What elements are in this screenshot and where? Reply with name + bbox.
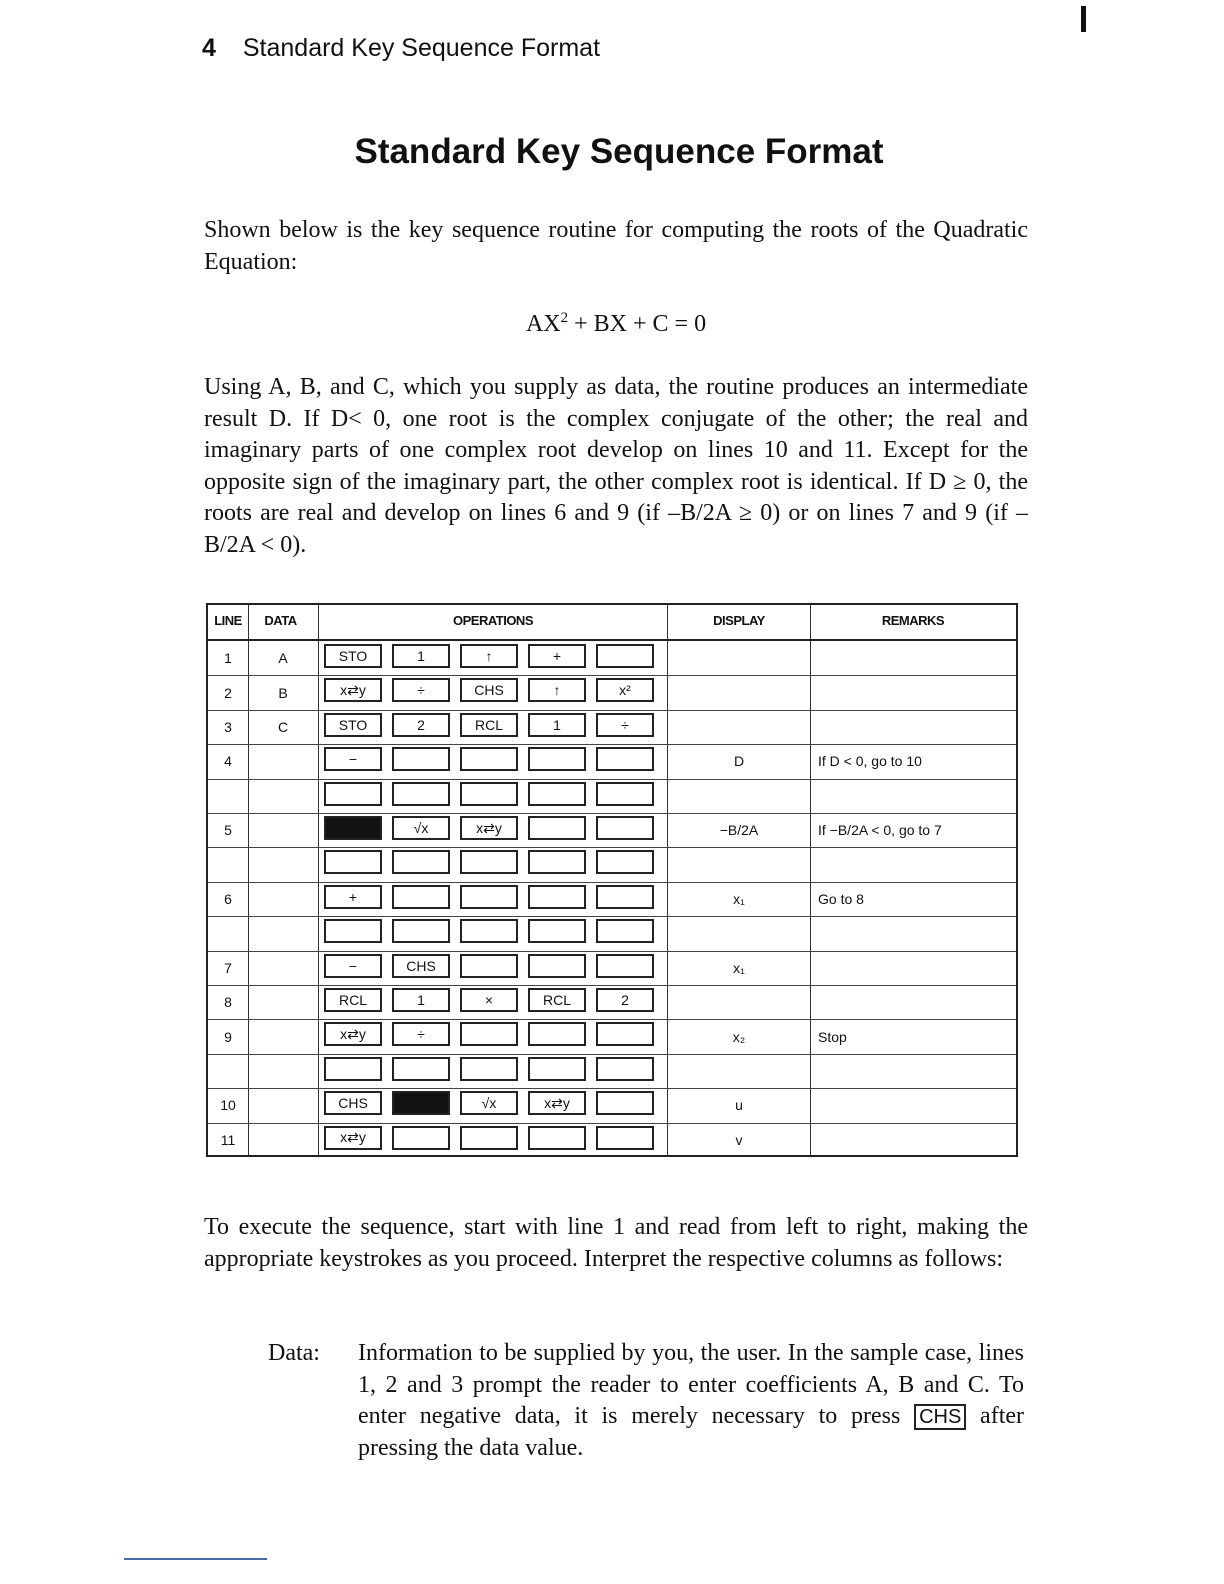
- remarks-cell: [810, 1123, 1016, 1157]
- execution-paragraph: To execute the sequence, start with line 1 and read from left to right, making the appropriate keystrokes as you proceed. Interpret the respective columns as follows:: [204, 1214, 1028, 1272]
- page-number: 4: [202, 34, 216, 62]
- remarks-cell: [810, 985, 1016, 1019]
- display-cell: x₁: [733, 959, 745, 976]
- form-row: [208, 951, 1016, 985]
- definition-text: [358, 1338, 1024, 1464]
- key-box: [392, 747, 450, 771]
- definition-term: Data:: [268, 1340, 320, 1366]
- line-number: 10: [220, 1097, 236, 1114]
- line-number: 7: [224, 959, 232, 976]
- key-box: [596, 1022, 654, 1046]
- display-cell: D: [733, 753, 745, 770]
- key-box: [460, 747, 518, 771]
- remarks-cell: [810, 710, 1016, 744]
- footnote-rule: [124, 1558, 267, 1560]
- form-row: [208, 1088, 1016, 1122]
- key-box: CHS: [324, 1091, 382, 1115]
- quadratic-equation: [0, 310, 1224, 338]
- header-data: DATA: [264, 613, 297, 628]
- key-box: x⇄y: [324, 1022, 382, 1046]
- form-row: [208, 1054, 1016, 1088]
- key-box: [460, 919, 518, 943]
- data-cell: C: [277, 718, 289, 735]
- key-box: [528, 1057, 586, 1081]
- key-box: RCL: [324, 988, 382, 1012]
- key-box: [596, 850, 654, 874]
- key-box: [596, 816, 654, 840]
- key-box: x²: [596, 678, 654, 702]
- data-cell: [248, 1054, 318, 1088]
- form-row: [208, 916, 1016, 950]
- key-box: CHS: [460, 678, 518, 702]
- form-row: [208, 641, 1016, 675]
- key-box: [392, 782, 450, 806]
- remarks-cell: If D < 0, go to 10: [818, 753, 922, 770]
- data-cell: [248, 813, 318, 847]
- key-box: [460, 1022, 518, 1046]
- key-box: [392, 850, 450, 874]
- display-cell: u: [735, 1097, 743, 1114]
- running-title: Standard Key Sequence Format: [242, 34, 601, 62]
- form-row: [208, 847, 1016, 881]
- key-box: x⇄y: [324, 1126, 382, 1150]
- running-head: [202, 34, 600, 63]
- key-box: [528, 1022, 586, 1046]
- key-box: RCL: [460, 713, 518, 737]
- remarks-cell: [810, 779, 1016, 813]
- header-line: LINE: [214, 613, 242, 628]
- remarks-cell: [810, 675, 1016, 709]
- key-box: [324, 816, 382, 840]
- form-row: [208, 882, 1016, 916]
- line-number: [208, 779, 248, 813]
- display-cell: [668, 916, 810, 950]
- key-box: [528, 782, 586, 806]
- header-display: DISPLAY: [713, 613, 765, 628]
- remarks-cell: [810, 1088, 1016, 1122]
- key-box: 1: [392, 644, 450, 668]
- key-box: 2: [392, 713, 450, 737]
- margin-mark: [1081, 6, 1086, 32]
- key-box: x⇄y: [528, 1091, 586, 1115]
- data-cell: [248, 985, 318, 1019]
- definition-text-after: after pressing the data value.: [358, 1403, 1025, 1461]
- data-cell: [248, 1123, 318, 1157]
- equation-base: AX: [525, 311, 561, 337]
- display-cell: −B/2A: [719, 822, 759, 839]
- page-title: Standard Key Sequence Format: [354, 132, 884, 171]
- key-box: [528, 954, 586, 978]
- data-cell: [248, 882, 318, 916]
- key-box: [460, 1126, 518, 1150]
- display-cell: [668, 675, 810, 709]
- key-box: [596, 1057, 654, 1081]
- data-cell: [248, 916, 318, 950]
- key-box: [528, 850, 586, 874]
- remarks-cell: Stop: [818, 1028, 847, 1045]
- line-number: 1: [224, 650, 232, 667]
- key-box: STO: [324, 713, 382, 737]
- key-box: ÷: [392, 678, 450, 702]
- key-box: [596, 954, 654, 978]
- form-row: [208, 813, 1016, 847]
- form-row: [208, 1123, 1016, 1157]
- key-box: [460, 850, 518, 874]
- key-box: [596, 782, 654, 806]
- line-number: 4: [224, 753, 232, 770]
- remarks-cell: [810, 847, 1016, 881]
- form-row: [208, 675, 1016, 709]
- form-row: [208, 779, 1016, 813]
- key-box: [324, 782, 382, 806]
- key-box: [596, 1091, 654, 1115]
- key-box: [528, 747, 586, 771]
- remarks-cell: [810, 641, 1016, 675]
- line-number: 6: [224, 890, 232, 907]
- remarks-cell: [810, 916, 1016, 950]
- remarks-cell: If −B/2A < 0, go to 7: [818, 822, 942, 839]
- key-box: √x: [392, 816, 450, 840]
- form-row: [208, 985, 1016, 1019]
- key-box: [324, 1057, 382, 1081]
- key-box: [392, 1057, 450, 1081]
- remarks-cell: [810, 951, 1016, 985]
- key-box: [596, 1126, 654, 1150]
- data-cell: [248, 847, 318, 881]
- display-cell: [668, 779, 810, 813]
- key-box: ×: [460, 988, 518, 1012]
- data-cell: [248, 1019, 318, 1053]
- display-cell: x₁: [733, 890, 745, 907]
- key-box: ÷: [596, 713, 654, 737]
- key-box: [324, 850, 382, 874]
- key-box: [596, 747, 654, 771]
- line-number: [208, 916, 248, 950]
- key-box: +: [528, 644, 586, 668]
- key-box: ÷: [392, 1022, 450, 1046]
- key-box: [392, 919, 450, 943]
- display-cell: [668, 710, 810, 744]
- line-number: 3: [224, 718, 232, 735]
- chs-key: CHS: [914, 1404, 966, 1430]
- header-operations: OPERATIONS: [453, 613, 533, 628]
- key-box: CHS: [392, 954, 450, 978]
- line-number: 9: [224, 1028, 232, 1045]
- line-number: 2: [224, 684, 232, 701]
- key-box: √x: [460, 1091, 518, 1115]
- intro-paragraph: Shown below is the key sequence routine for computing the roots of the Quadratic Equation:: [204, 217, 1028, 275]
- key-box: [596, 644, 654, 668]
- key-box: 2: [596, 988, 654, 1012]
- data-cell: B: [278, 684, 288, 701]
- display-cell: x₂: [732, 1028, 746, 1045]
- key-box: [528, 816, 586, 840]
- key-box: −: [324, 747, 382, 771]
- form-row: [208, 1019, 1016, 1053]
- line-number: 11: [220, 1131, 236, 1148]
- form-row: [208, 710, 1016, 744]
- key-box: ↑: [460, 644, 518, 668]
- line-number: [208, 847, 248, 881]
- key-box: [324, 919, 382, 943]
- key-box: [392, 1126, 450, 1150]
- data-cell: [248, 1088, 318, 1122]
- data-cell: [248, 779, 318, 813]
- key-box: [528, 919, 586, 943]
- explanation-paragraph: Using A, B, and C, which you supply as data, the routine produces an intermediate result D. If D< 0, one root is the complex conjugate of the other; the real and imaginary parts of one complex root develop on lines 10 and 11. Except for the opposite sign of the imaginary part, the other complex root is identical. If D ≥ 0, the roots are real and develop on lines 6 and 9 (if –B/2A ≥ 0) or on lines 7 and 9 (if –B/2A < 0).: [204, 374, 1028, 558]
- display-cell: v: [735, 1131, 743, 1148]
- display-cell: [668, 1054, 810, 1088]
- key-box: [528, 885, 586, 909]
- key-box: +: [324, 885, 382, 909]
- key-box: [460, 885, 518, 909]
- remarks-cell: Go to 8: [818, 890, 864, 907]
- key-box: 1: [528, 713, 586, 737]
- line-number: 5: [224, 822, 232, 839]
- key-box: [392, 1091, 450, 1115]
- header-remarks: REMARKS: [881, 613, 945, 628]
- key-sequence-form: [206, 603, 1018, 1157]
- key-box: [596, 885, 654, 909]
- data-cell: A: [278, 650, 288, 667]
- display-cell: [668, 847, 810, 881]
- display-cell: [668, 985, 810, 1019]
- key-box: [596, 919, 654, 943]
- key-box: [460, 782, 518, 806]
- form-row: [208, 744, 1016, 778]
- line-number: [208, 1054, 248, 1088]
- key-box: x⇄y: [324, 678, 382, 702]
- data-cell: [248, 744, 318, 778]
- equation-exponent: 2: [560, 310, 569, 326]
- key-box: STO: [324, 644, 382, 668]
- definition-text-before: Information to be supplied by you, the user. In the sample case, lines 1, 2 and 3 prompt the reader to enter coefficients A, B and C. To enter negative data, it is merely necessary to press: [358, 1340, 1024, 1429]
- key-box: [460, 954, 518, 978]
- key-box: [460, 1057, 518, 1081]
- display-cell: [668, 641, 810, 675]
- key-box: 1: [392, 988, 450, 1012]
- key-box: RCL: [528, 988, 586, 1012]
- key-box: ↑: [528, 678, 586, 702]
- key-box: [392, 885, 450, 909]
- key-box: x⇄y: [460, 816, 518, 840]
- remarks-cell: [810, 1054, 1016, 1088]
- equation-rest: + BX + C = 0: [568, 311, 707, 337]
- key-box: −: [324, 954, 382, 978]
- line-number: 8: [224, 994, 232, 1011]
- data-cell: [248, 951, 318, 985]
- key-box: [528, 1126, 586, 1150]
